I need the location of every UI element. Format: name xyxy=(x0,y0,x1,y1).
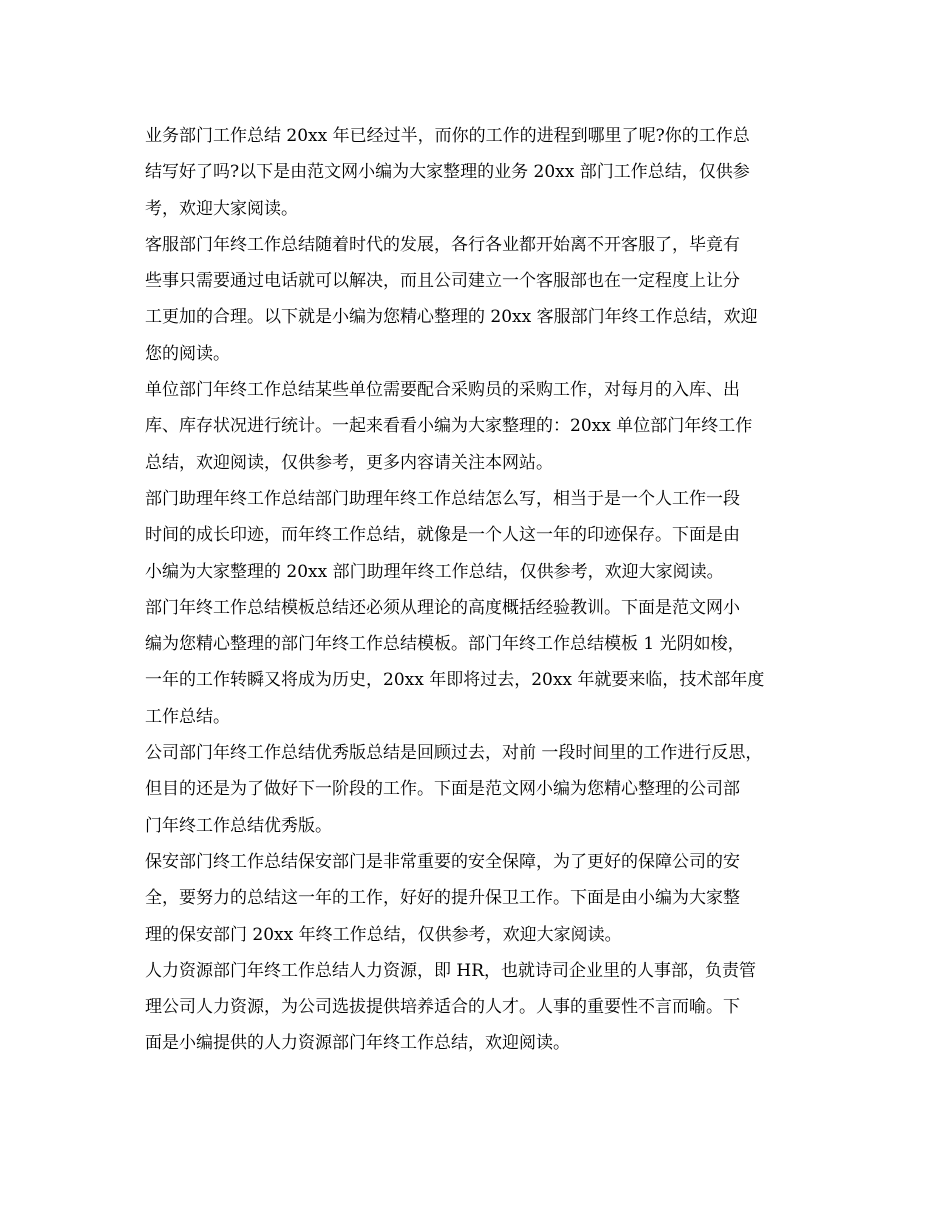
text-line: 考，欢迎大家阅读。 xyxy=(145,198,298,219)
text-line: 工更加的合理。以下就是小编为您精心整理的 20xx 客服部门年终工作总结，欢迎 xyxy=(145,307,758,328)
text-line: 一年的工作转瞬又将成为历史，20xx 年即将过去，20xx 年就要来临，技术部年度 xyxy=(145,670,765,691)
text-line: 面是小编提供的人力资源部门年终工作总结，欢迎阅读。 xyxy=(145,1033,570,1054)
document-body xyxy=(145,118,815,1062)
text-line: 理公司人力资源，为公司选拔提供培养适合的人才。人事的重要性不言而喻。下 xyxy=(145,997,740,1018)
text-line: 门年终工作总结优秀版。 xyxy=(145,815,332,836)
text-line: 工作总结。 xyxy=(145,706,230,727)
text-line: 总结，欢迎阅读，仅供参考，更多内容请关注本网站。 xyxy=(145,452,553,473)
text-line: 但目的还是为了做好下一阶段的工作。下面是范文网小编为您精心整理的公司部 xyxy=(145,779,740,800)
text-line: 结写好了吗?以下是由范文网小编为大家整理的业务 20xx 部门工作总结，仅供参 xyxy=(145,162,750,183)
text-line: 单位部门年终工作总结某些单位需要配合采购员的采购工作，对每月的入库、出 xyxy=(145,380,740,401)
text-line: 小编为大家整理的 20xx 部门助理年终工作总结，仅供参考，欢迎大家阅读。 xyxy=(145,561,724,582)
text-line: 业务部门工作总结 20xx 年已经过半，而你的工作的进程到哪里了呢?你的工作总 xyxy=(145,126,750,146)
text-line: 人力资源部门年终工作总结人力资源，即 HR，也就诗司企业里的人事部，负责管 xyxy=(145,960,757,981)
text-line: 部门年终工作总结模板总结还必须从理论的高度概括经验教训。下面是范文网小 xyxy=(145,597,740,618)
text-line: 库、库存状况进行统计。一起来看看小编为大家整理的：20xx 单位部门年终工作 xyxy=(145,416,753,437)
text-line: 些事只需要通过电话就可以解决，而且公司建立一个客服部也在一定程度上让分 xyxy=(145,271,740,292)
text-line: 时间的成长印迹，而年终工作总结，就像是一个人这一年的印迹保存。下面是由 xyxy=(145,525,740,546)
text-line: 保安部门终工作总结保安部门是非常重要的安全保障，为了更好的保障公司的安 xyxy=(145,851,740,872)
text-line: 公司部门年终工作总结优秀版总结是回顾过去，对前 一段时间里的工作进行反思， xyxy=(145,743,763,764)
text-line: 全，要努力的总结这一年的工作，好好的提升保卫工作。下面是由小编为大家整 xyxy=(145,888,740,909)
text-line: 您的阅读。 xyxy=(145,343,230,364)
text-line: 理的保安部门 20xx 年终工作总结，仅供参考，欢迎大家阅读。 xyxy=(145,924,622,945)
text-line: 部门助理年终工作总结部门助理年终工作总结怎么写，相当于是一个人工作一段 xyxy=(145,488,740,509)
text-line: 客服部门年终工作总结随着时代的发展，各行各业都开始离不开客服了，毕竟有 xyxy=(145,234,740,255)
text-line: 编为您精心整理的部门年终工作总结模板。部门年终工作总结模板 1 光阴如梭， xyxy=(145,634,745,655)
